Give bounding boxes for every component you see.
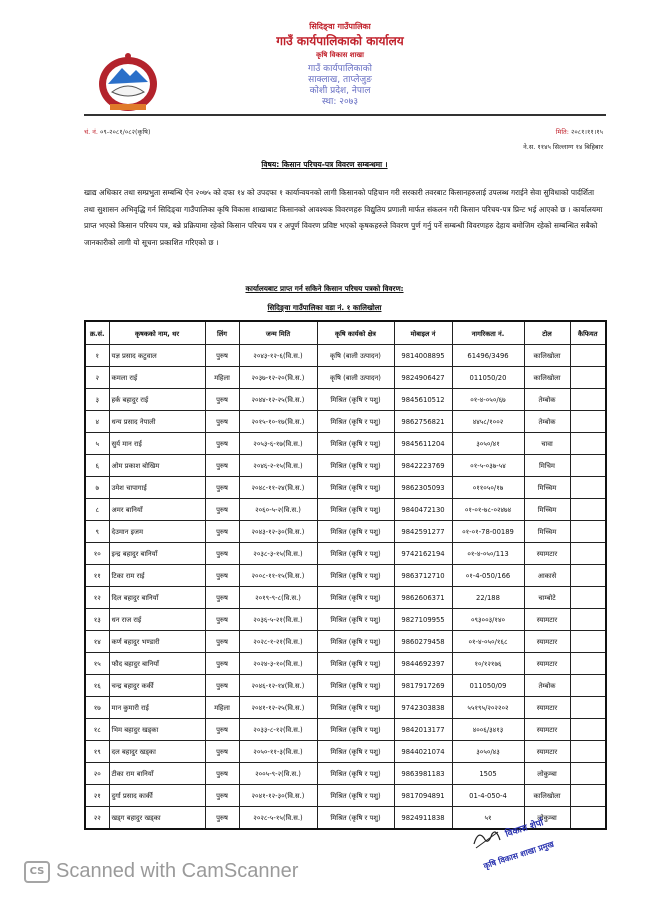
serial-cell: ४	[85, 411, 109, 433]
column-header: जन्म मिति	[239, 321, 317, 345]
body-paragraph: खाद्य अधिकार तथा सम्प्रभुता सम्बन्धि ऐन २०७५ को दफा १४ को उपदफा १ कार्यान्वयनको लागी किसानको पहिचान गरी सरकारी तवरबाट किसानहरुलाई उपलब्ध गराईने सेवा सुविधाको पार्दर्शिता तथा सुशासन अभिवृद्धि गर्न सिदिङ्वा गाउँपालिका कृषि विकास शाखाबाट किसानको आवश्यक विवरणहरु विद्युतिय प्रणाली मार्फत संकलन गरी किसान परिचय-पत्र प्रिन्ट भई आएको छ । कार्यालयमा प्राप्त भएको किसान परिचय पत्र, बन्ने प्रक्रियामा रहेको किसान परिचय पत्र र अपूर्ण विवरण प्रविष्ट भएको कृषकहरुले विवरण पुर्ण गर्नु पर्ने सम्बन्धी विवरणहरु देहाय बमोजिम रहेको सम्बन्धित सबैको जानकारीको लागी यो सूचना प्रकाशित गरिएको छ ।	[84, 188, 603, 247]
remarks-cell	[570, 345, 606, 367]
birth-date-cell: २०४१-१२-३०(वि.स.)	[239, 785, 317, 807]
citizenship-cell: ०१-4-050/166	[452, 565, 524, 587]
gender-cell: पुरुष	[205, 455, 239, 477]
farming-type-cell: मिश्रित (कृषि र पशु)	[317, 719, 394, 741]
farmer-name-cell: फौद बहादुर बानियाँ	[109, 653, 205, 675]
tole-cell: चाम्बोटे	[524, 587, 570, 609]
remarks-cell	[570, 697, 606, 719]
serial-cell: ५	[85, 433, 109, 455]
tole-cell: चावा	[524, 433, 570, 455]
tole-cell: कालिखोला	[524, 785, 570, 807]
farmer-name-cell: कमला राई	[109, 367, 205, 389]
mobile-cell: 9842013177	[394, 719, 452, 741]
column-header: लिंग	[205, 321, 239, 345]
tole-cell: मिचिम	[524, 455, 570, 477]
remarks-cell	[570, 587, 606, 609]
birth-date-cell: २०५०-११-३(वि.स.)	[239, 741, 317, 763]
mobile-cell: 9863712710	[394, 565, 452, 587]
gender-cell: पुरुष	[205, 741, 239, 763]
citizenship-cell: ५१	[452, 807, 524, 830]
tole-cell: स्यामटार	[524, 609, 570, 631]
citizenship-cell: ०१-०१-78-00189	[452, 521, 524, 543]
remarks-cell	[570, 631, 606, 653]
gender-cell: पुरुष	[205, 719, 239, 741]
tole-cell: तेम्बोक	[524, 389, 570, 411]
serial-cell: १८	[85, 719, 109, 741]
birth-date-cell: २०४८-११-२४(वि.स.)	[239, 477, 317, 499]
serial-cell: १७	[85, 697, 109, 719]
mobile-cell: 9817917269	[394, 675, 452, 697]
remarks-cell	[570, 521, 606, 543]
farming-type-cell: मिश्रित (कृषि र पशु)	[317, 653, 394, 675]
mobile-cell: 9827109955	[394, 609, 452, 631]
farmer-name-cell: धन राज राई	[109, 609, 205, 631]
serial-cell: १४	[85, 631, 109, 653]
tole-cell: कालिखोला	[524, 345, 570, 367]
birth-date-cell: २०२४-३-१०(वि.स.)	[239, 653, 317, 675]
farming-type-cell: मिश्रित (कृषि र पशु)	[317, 763, 394, 785]
mobile-cell: 9817094891	[394, 785, 452, 807]
mobile-cell: 9842223769	[394, 455, 452, 477]
birth-date-cell: २०३८-३-१५(वि.स.)	[239, 543, 317, 565]
serial-cell: १६	[85, 675, 109, 697]
birth-date-cell: २०२८-५-१५(वि.स.)	[239, 807, 317, 830]
gender-cell: पुरुष	[205, 587, 239, 609]
birth-date-cell: २०६०-५-२(वि.स.)	[239, 499, 317, 521]
table-row	[85, 411, 606, 433]
mobile-cell: 9824911838	[394, 807, 452, 830]
farming-type-cell: मिश्रित (कृषि र पशु)	[317, 565, 394, 587]
remarks-cell	[570, 389, 606, 411]
remarks-cell	[570, 477, 606, 499]
farming-type-cell: मिश्रित (कृषि र पशु)	[317, 675, 394, 697]
farming-type-cell: मिश्रित (कृषि र पशु)	[317, 411, 394, 433]
citizenship-cell: ३०५०/४३	[452, 741, 524, 763]
farming-type-cell: मिश्रित (कृषि र पशु)	[317, 499, 394, 521]
farming-type-cell: मिश्रित (कृषि र पशु)	[317, 807, 394, 830]
farmer-name-cell: ओम प्रकाश बोखिम	[109, 455, 205, 477]
gender-cell: महिला	[205, 367, 239, 389]
remarks-cell	[570, 653, 606, 675]
column-header: क्र.सं.	[85, 321, 109, 345]
tole-cell: स्यामटार	[524, 631, 570, 653]
gender-cell: पुरुष	[205, 521, 239, 543]
serial-cell: २०	[85, 763, 109, 785]
farming-type-cell: मिश्रित (कृषि र पशु)	[317, 741, 394, 763]
citizenship-cell: 1505	[452, 763, 524, 785]
tole-cell: मिच्चिम	[524, 499, 570, 521]
birth-date-cell: २०३७-१२-२०(वि.स.)	[239, 367, 317, 389]
farmer-name-cell: दिल बहादुर बानियाँ	[109, 587, 205, 609]
tole-cell: स्यामटार	[524, 697, 570, 719]
tole-cell: मिच्चिम	[524, 477, 570, 499]
stamp-line-1: गाउँ कार्यपालिकाको	[307, 64, 373, 74]
table-row	[85, 785, 606, 807]
gender-cell: पुरुष	[205, 499, 239, 521]
gender-cell: पुरुष	[205, 411, 239, 433]
table-header-row	[85, 321, 606, 345]
table-row	[85, 477, 606, 499]
birth-date-cell: २०१९-९-८(वि.स.)	[239, 587, 317, 609]
farming-type-cell: कृषि (बाली उत्पादन)	[317, 367, 394, 389]
citizenship-cell: १०/१२१७६	[452, 653, 524, 675]
citizenship-cell: 01-4-050-4	[452, 785, 524, 807]
gender-cell: पुरुष	[205, 345, 239, 367]
citizenship-cell: ०९३००३/१४०	[452, 609, 524, 631]
birth-date-cell: २००५-९-२(वि.स.)	[239, 763, 317, 785]
birth-date-cell: २०४३-१२-३०(वि.स.)	[239, 521, 317, 543]
gender-cell: पुरुष	[205, 565, 239, 587]
reference-value: ०९-२०८१/०८२(कृषि)	[100, 128, 151, 136]
column-header: मोबाइल नं	[394, 321, 452, 345]
date-value: २०८१।११।१५	[571, 128, 603, 136]
serial-cell: २१	[85, 785, 109, 807]
table-row	[85, 609, 606, 631]
table-row	[85, 675, 606, 697]
camscanner-watermark	[24, 860, 298, 883]
serial-cell: २	[85, 367, 109, 389]
farming-type-cell: मिश्रित (कृषि र पशु)	[317, 455, 394, 477]
table-subtitle: सिदिङ्वा गाउँपालिका वडा नं. १ कालिखोला	[267, 303, 382, 312]
citizenship-cell: ०१-४-०५०/१६८	[452, 631, 524, 653]
table-row	[85, 719, 606, 741]
gender-cell: पुरुष	[205, 477, 239, 499]
mobile-cell: 9742303838	[394, 697, 452, 719]
date-label: मिति:	[555, 128, 569, 136]
camscanner-logo-icon: CS	[24, 861, 50, 883]
remarks-cell	[570, 543, 606, 565]
farmer-id-table	[84, 320, 607, 830]
reference-number	[84, 127, 150, 136]
farming-type-cell: मिश्रित (कृषि र पशु)	[317, 631, 394, 653]
farmer-name-cell: यज्ञ प्रसाद कटुवाल	[109, 345, 205, 367]
birth-date-cell: २०५३-६-१७(वि.स.)	[239, 433, 317, 455]
citizenship-cell: ०१-४-०५०/113	[452, 543, 524, 565]
gender-cell: पुरुष	[205, 675, 239, 697]
serial-cell: ७	[85, 477, 109, 499]
letterhead	[200, 22, 480, 60]
tole-cell: लोकुम्बा	[524, 807, 570, 830]
serial-cell: ९	[85, 521, 109, 543]
table-row	[85, 631, 606, 653]
gender-cell: पुरुष	[205, 763, 239, 785]
emblem-icon	[96, 48, 160, 114]
remarks-cell	[570, 455, 606, 477]
citizenship-cell: ४४५८/१००२	[452, 411, 524, 433]
tole-cell: मिच्चिम	[524, 521, 570, 543]
mobile-cell: 9824906427	[394, 367, 452, 389]
signatory-title: कृषि विकास शाखा प्रमुख	[482, 839, 556, 871]
citizenship-cell: 011050/09	[452, 675, 524, 697]
farmer-name-cell: टीका राम बानियाँ	[109, 763, 205, 785]
farming-type-cell: मिश्रित (कृषि र पशु)	[317, 389, 394, 411]
mobile-cell: 9862606371	[394, 587, 452, 609]
mobile-cell: 9862305093	[394, 477, 452, 499]
mobile-cell: 9862756821	[394, 411, 452, 433]
farmer-name-cell: भिम बहादुर खड्का	[109, 719, 205, 741]
table-row	[85, 587, 606, 609]
serial-cell: १	[85, 345, 109, 367]
farming-type-cell: मिश्रित (कृषि र पशु)	[317, 609, 394, 631]
birth-date-cell: २०४३-१२-६(वि.स.)	[239, 345, 317, 367]
remarks-cell	[570, 433, 606, 455]
remarks-cell	[570, 565, 606, 587]
remarks-cell	[570, 367, 606, 389]
tole-cell: स्यामटार	[524, 653, 570, 675]
nepal-government-emblem	[96, 48, 160, 114]
birth-date-cell: २०३३-८-१२(वि.स.)	[239, 719, 317, 741]
mobile-cell: 9845611204	[394, 433, 452, 455]
remarks-cell	[570, 763, 606, 785]
table-row	[85, 565, 606, 587]
reference-prefix: चं. नं.	[84, 128, 98, 136]
mobile-cell: 9842591277	[394, 521, 452, 543]
birth-date-cell: २०४६-१२-१४(वि.स.)	[239, 675, 317, 697]
table-row	[85, 499, 606, 521]
stamp-line-3: कोशी प्रदेश, नेपाल	[309, 86, 371, 96]
farming-type-cell: मिश्रित (कृषि र पशु)	[317, 697, 394, 719]
gender-cell: पुरुष	[205, 543, 239, 565]
tole-cell: तेम्बोक	[524, 675, 570, 697]
column-header: कृषि कार्यको क्षेत्र	[317, 321, 394, 345]
farming-type-cell: मिश्रित (कृषि र पशु)	[317, 587, 394, 609]
citizenship-cell: ४००६/३४१३	[452, 719, 524, 741]
column-header: नागरिकता नं.	[452, 321, 524, 345]
farmer-name-cell: अमर बानियाँ	[109, 499, 205, 521]
birth-date-cell: २०४१-१२-२५(वि.स.)	[239, 697, 317, 719]
citizenship-cell: ५५१९५/२०२२०२	[452, 697, 524, 719]
gender-cell: पुरुष	[205, 433, 239, 455]
remarks-cell	[570, 785, 606, 807]
farming-type-cell: मिश्रित (कृषि र पशु)	[317, 521, 394, 543]
farmer-name-cell: दल बहादुर खड्का	[109, 741, 205, 763]
office-name: गाउँ कार्यपालिकाको कार्यालय	[276, 34, 404, 48]
table-row	[85, 433, 606, 455]
citizenship-cell: 22/188	[452, 587, 524, 609]
gender-cell: महिला	[205, 697, 239, 719]
farming-type-cell: मिश्रित (कृषि र पशु)	[317, 477, 394, 499]
farming-type-cell: मिश्रित (कृषि र पशु)	[317, 433, 394, 455]
gender-cell: पुरुष	[205, 631, 239, 653]
remarks-cell	[570, 741, 606, 763]
farmer-name-cell: कर्ण बहादुर भण्डारी	[109, 631, 205, 653]
serial-cell: २२	[85, 807, 109, 830]
tole-cell: लोकुम्बा	[524, 763, 570, 785]
letter-date	[556, 127, 603, 136]
citizenship-cell: ३०५०/४१	[452, 433, 524, 455]
farmer-name-cell: देउमान इजम	[109, 521, 205, 543]
gender-cell: पुरुष	[205, 785, 239, 807]
gender-cell: पुरुष	[205, 389, 239, 411]
citizenship-cell: ०११०५०/१७	[452, 477, 524, 499]
remarks-cell	[570, 675, 606, 697]
office-stamp	[250, 64, 430, 108]
birth-date-cell: २०१५-१०-१७(वि.स.)	[239, 411, 317, 433]
header-divider	[84, 114, 606, 116]
birth-date-cell: २०४६-२-१५(वि.स.)	[239, 455, 317, 477]
nepal-sambat-date: ने.स. ११४५ सिल्लाग्ग १४ बिहिबार	[523, 143, 603, 151]
municipality-name: सिदिङ्वा गाउँपालिका	[309, 22, 371, 31]
signatory-name: विकास शेर्पा	[504, 818, 545, 840]
citizenship-cell: ०१-०१-७८-०२४७४	[452, 499, 524, 521]
serial-cell: १९	[85, 741, 109, 763]
tole-cell: आकासे	[524, 565, 570, 587]
letter-subject: विषय: किसान परिचय-पत्र विवरण सम्बन्धमा ।	[261, 160, 388, 169]
remarks-cell	[570, 411, 606, 433]
farming-type-cell: मिश्रित (कृषि र पशु)	[317, 543, 394, 565]
signature-scrawl-icon	[472, 828, 502, 850]
table-row	[85, 653, 606, 675]
gender-cell: पुरुष	[205, 653, 239, 675]
farmer-name-cell: चन्द्र बहादुर कर्की	[109, 675, 205, 697]
table-row	[85, 367, 606, 389]
citizenship-cell: ०१-४-०५०/६७	[452, 389, 524, 411]
tole-cell: स्यामटार	[524, 543, 570, 565]
watermark-text: Scanned with CamScanner	[56, 860, 299, 882]
stamp-line-2: साक्लाख, ताप्लेजुङ	[308, 75, 372, 85]
mobile-cell: 9845610512	[394, 389, 452, 411]
mobile-cell: 9860279458	[394, 631, 452, 653]
column-header: टोल	[524, 321, 570, 345]
serial-cell: १२	[85, 587, 109, 609]
table-row	[85, 697, 606, 719]
serial-cell: १३	[85, 609, 109, 631]
farmer-name-cell: दुर्गा प्रसाद कार्की	[109, 785, 205, 807]
table-row	[85, 389, 606, 411]
farmer-name-cell: मान कुमारी राई	[109, 697, 205, 719]
farmer-name-cell: धन्य प्रसाद नेपाली	[109, 411, 205, 433]
serial-cell: ११	[85, 565, 109, 587]
remarks-cell	[570, 719, 606, 741]
table-row	[85, 543, 606, 565]
tole-cell: तेम्बोक	[524, 411, 570, 433]
farmer-name-cell: हर्क बहादुर राई	[109, 389, 205, 411]
farming-type-cell: कृषि (बाली उत्पादन)	[317, 345, 394, 367]
farmer-name-cell: सुर्य मान राई	[109, 433, 205, 455]
table-row	[85, 763, 606, 785]
column-header: कैफियत	[570, 321, 606, 345]
mobile-cell: 9863981183	[394, 763, 452, 785]
table-body	[85, 345, 606, 830]
mobile-cell: 9844692397	[394, 653, 452, 675]
birth-date-cell: २००८-११-१५(वि.स.)	[239, 565, 317, 587]
farming-type-cell: मिश्रित (कृषि र पशु)	[317, 785, 394, 807]
citizenship-cell: 011050/20	[452, 367, 524, 389]
table-row	[85, 741, 606, 763]
serial-cell: १५	[85, 653, 109, 675]
table-title: कार्यालयबाट प्राप्त गर्न सकिने किसान परिचय पत्रको विवरण:	[245, 284, 404, 293]
department-name: कृषि विकास शाखा	[316, 51, 364, 59]
tole-cell: स्यामटार	[524, 741, 570, 763]
remarks-cell	[570, 499, 606, 521]
tole-cell: स्यामटार	[524, 719, 570, 741]
mobile-cell: 9840472130	[394, 499, 452, 521]
tole-cell: कालिखोला	[524, 367, 570, 389]
farmer-name-cell: इन्द्र बहादुर बानियाँ	[109, 543, 205, 565]
mobile-cell: 9742162194	[394, 543, 452, 565]
citizenship-cell: ०१-५-०३७-५४	[452, 455, 524, 477]
gender-cell: पुरुष	[205, 609, 239, 631]
stamp-line-4: स्था: २०७३	[321, 97, 359, 107]
mobile-cell: 9814008895	[394, 345, 452, 367]
table-row	[85, 455, 606, 477]
table-row	[85, 345, 606, 367]
birth-date-cell: २०४४-१२-२५(वि.स.)	[239, 389, 317, 411]
gender-cell: पुरुष	[205, 807, 239, 830]
mobile-cell: 9844021074	[394, 741, 452, 763]
serial-cell: १०	[85, 543, 109, 565]
column-header: कृषकको नाम, थर	[109, 321, 205, 345]
farmer-name-cell: टिका राम राई	[109, 565, 205, 587]
farmer-name-cell: उमेश चापागाई	[109, 477, 205, 499]
citizenship-cell: 61496/3496	[452, 345, 524, 367]
serial-cell: ३	[85, 389, 109, 411]
birth-date-cell: २०२८-१-२१(वि.स.)	[239, 631, 317, 653]
table-row	[85, 521, 606, 543]
serial-cell: ८	[85, 499, 109, 521]
serial-cell: ६	[85, 455, 109, 477]
remarks-cell	[570, 609, 606, 631]
farmer-name-cell: खड्ग बहादुर खड्का	[109, 807, 205, 830]
birth-date-cell: २०३६-५-२१(वि.स.)	[239, 609, 317, 631]
